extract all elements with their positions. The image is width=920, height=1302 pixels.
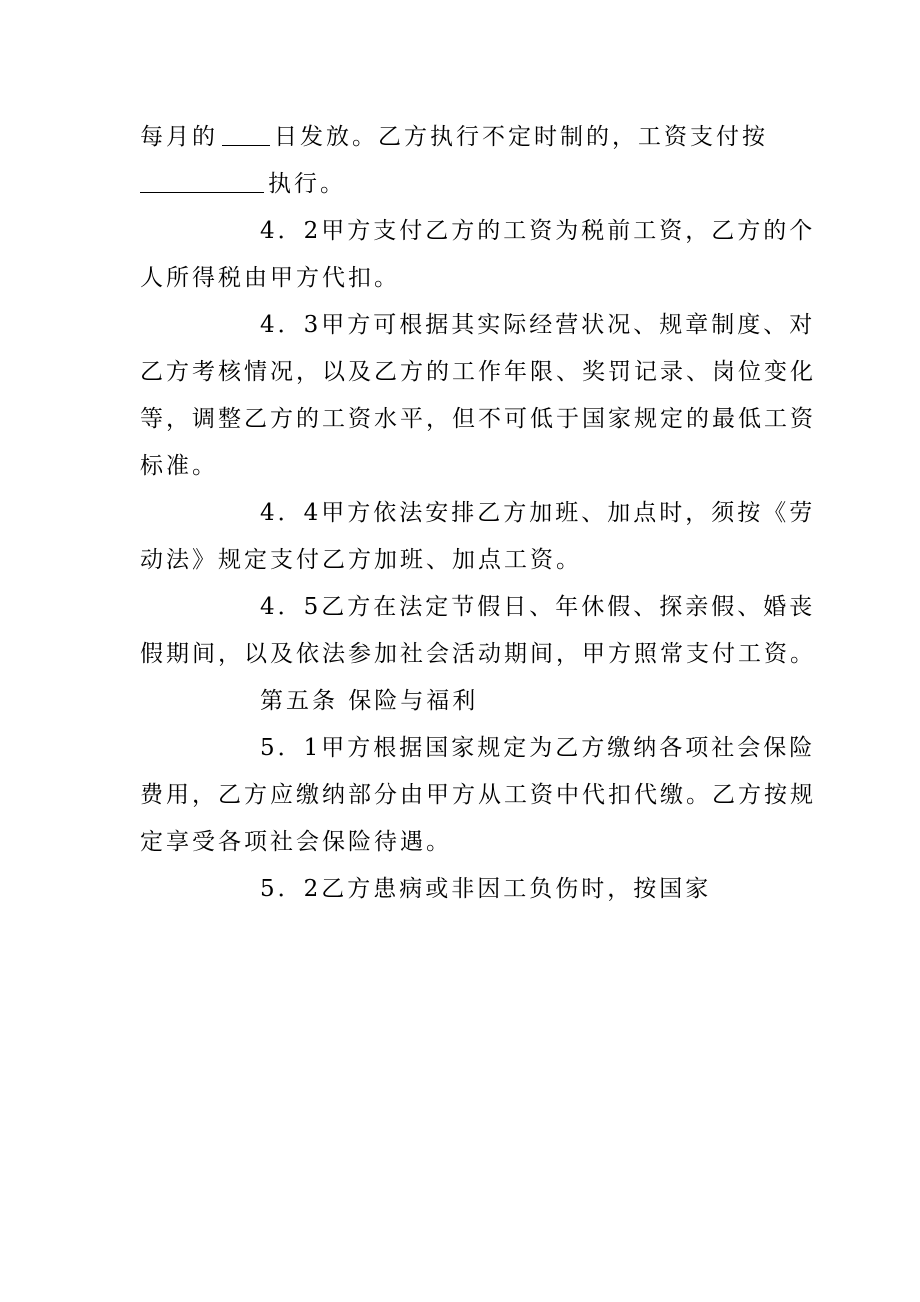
blank-field-payment-method	[140, 170, 264, 193]
text-line: 人所得税由甲方代扣。	[140, 265, 400, 291]
contract-text	[140, 114, 816, 913]
blank-field-day	[222, 123, 270, 146]
line-text: 日发放。乙方执行不定时制的，工资支付按	[274, 124, 768, 150]
clause-4-4-heading-line: 4．4甲方依法安排乙方加班、加点时，须按《劳	[260, 500, 816, 526]
clause-4-5-heading-line: 4．5乙方在法定节假日、年休假、探亲假、婚丧	[260, 594, 816, 620]
text-line: 标准。	[140, 453, 218, 479]
clause-4-2-heading-line: 4．2甲方支付乙方的工资为税前工资，乙方的个	[260, 218, 816, 244]
text-line: 等，调整乙方的工资水平，但不可低于国家规定的最低工资	[140, 406, 816, 432]
clause-5-2-heading-line: 5．2乙方患病或非因工负伤时，按国家	[260, 876, 712, 902]
text-line: 定享受各项社会保险待遇。	[140, 829, 452, 855]
text-line: 乙方考核情况，以及乙方的工作年限、奖罚记录、岗位变化	[140, 359, 816, 385]
clause-5-1-heading-line: 5．1甲方根据国家规定为乙方缴纳各项社会保险	[260, 735, 816, 761]
text-line	[140, 161, 800, 208]
text-line: 动法》规定支付乙方加班、加点工资。	[140, 547, 582, 573]
line-text: 执行。	[268, 171, 346, 197]
line-text: 每月的	[140, 124, 218, 150]
text-line	[140, 114, 800, 161]
clause-4-3-heading-line: 4．3甲方可根据其实际经营状况、规章制度、对	[260, 312, 816, 338]
text-line: 费用，乙方应缴纳部分由甲方从工资中代扣代缴。乙方按规	[140, 782, 816, 808]
text-line: 假期间，以及依法参加社会活动期间，甲方照常支付工资。	[140, 641, 816, 667]
article-5-title: 第五条 保险与福利	[260, 688, 479, 714]
